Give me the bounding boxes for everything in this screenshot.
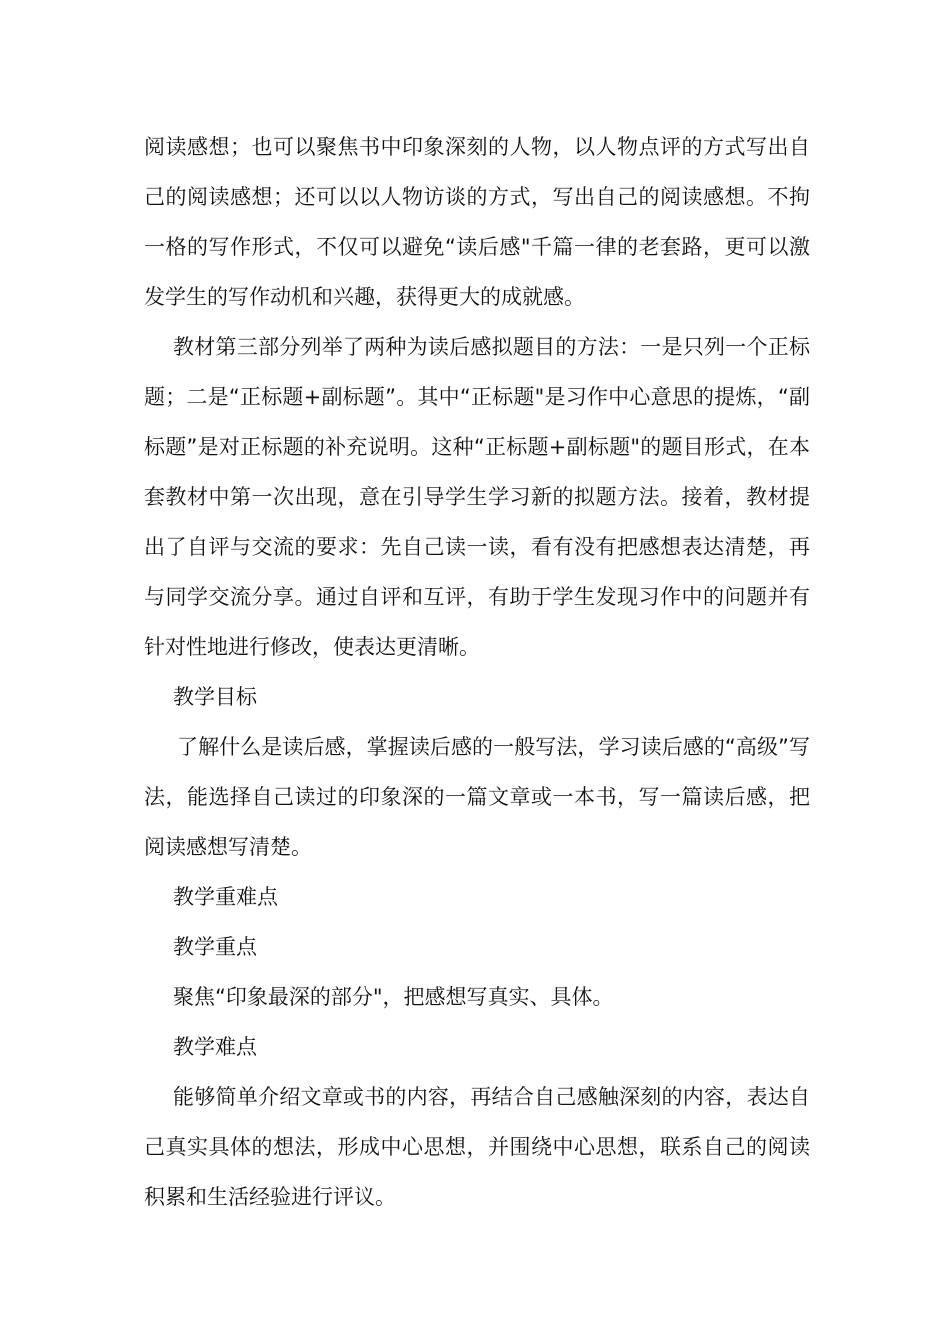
- heading-key-difficult-points: 教学重难点: [173, 885, 278, 909]
- heading-teaching-goals: 教学目标: [173, 685, 257, 709]
- paragraph-teaching-goals: 了解什么是读后感，掌握读后感的一般写法，学习读后感的“高级”写法，能选择自己读过的印象深的一篇文章或一本书，写一篇读后感，把阅读感想写清楚。: [144, 735, 810, 859]
- paragraph-key-points: 聚焦“印象最深的部分"，把感想写真实、具体。: [173, 985, 614, 1009]
- paragraph-textbook-part-three: 教材第三部分列举了两种为读后感拟题目的方法：一是只列一个正标题；二是“正标题+副标题”。其中“正标题"是习作中心意思的提炼，“副标题”是对正标题的补充说明。这种“正标题+副标题"的题目形式，在本套教材中第一次出现，意在引导学生学习新的拟题方法。接着，教材提出了自评与交流的要求：先自己读一读，看有没有把感想表达清楚，再与同学交流分享。通过自评和互评，有助于学生发现习作中的问题并有针对性地进行修改，使表达更清晰。: [144, 335, 810, 659]
- paragraph-continued: 阅读感想；也可以聚焦书中印象深刻的人物，以人物点评的方式写出自己的阅读感想；还可以以人物访谈的方式，写出自己的阅读感想。不拘一格的写作形式，不仅可以避免“读后感"千篇一律的老套路，更可以激发学生的写作动机和兴趣，获得更大的成就感。: [144, 135, 810, 309]
- heading-key-points: 教学重点: [173, 935, 257, 959]
- document-page: [144, 122, 810, 1222]
- heading-difficult-points: 教学难点: [173, 1035, 257, 1059]
- paragraph-difficult-points: 能够简单介绍文章或书的内容，再结合自己感触深刻的内容，表达自己真实具体的想法，形成中心思想，并围绕中心思想，联系自己的阅读积累和生活经验进行评议。: [144, 1085, 810, 1209]
